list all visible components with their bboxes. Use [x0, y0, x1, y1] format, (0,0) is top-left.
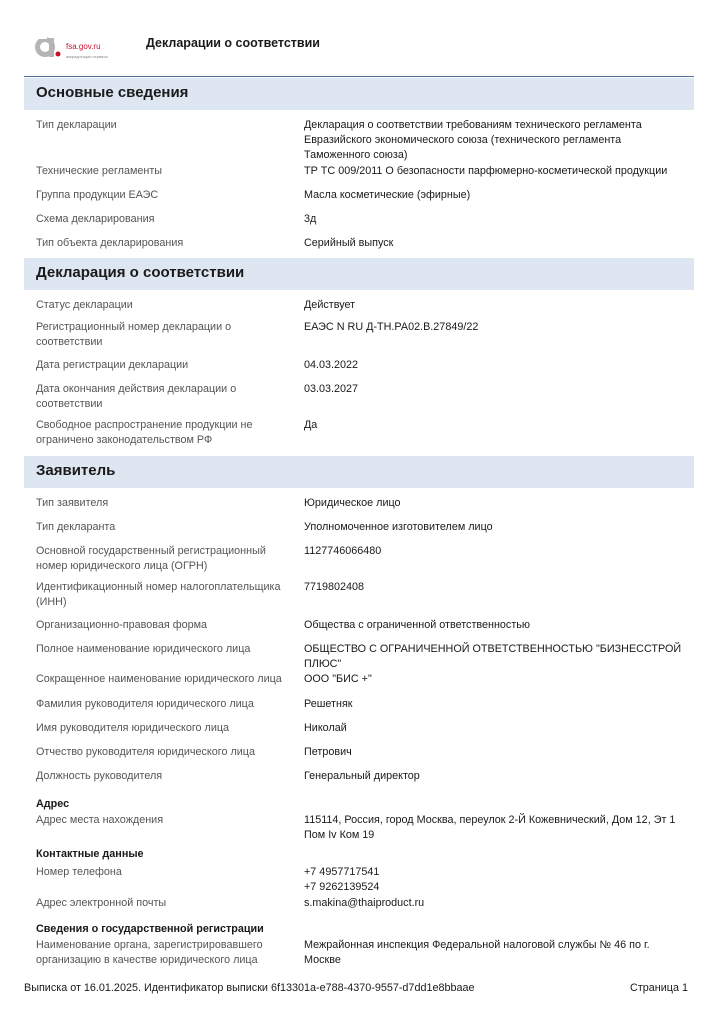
field-label: Технические регламенты [36, 165, 163, 177]
field-value: 3д [304, 213, 317, 225]
field-label: Наименование органа, зарегистрировавшего организацию в качестве юридического лица [36, 939, 263, 966]
logo-name: fsa.gov.ru [66, 42, 101, 51]
field-row [24, 520, 694, 544]
field-row [24, 236, 694, 258]
address-heading: Адрес [36, 798, 70, 810]
field-label: Группа продукции ЕАЭС [36, 189, 159, 201]
field-label: Схема декларирования [36, 213, 155, 225]
field-row [24, 865, 694, 896]
page-title: Декларации о соответствии [146, 36, 320, 50]
field-value: Общества с ограниченной ответственностью [304, 619, 531, 631]
field-row [24, 938, 694, 972]
field-value: ТР ТС 009/2011 О безопасности парфюмерно-косметической продукции [304, 165, 668, 177]
field-value: ОБЩЕСТВО С ОГРАНИЧЕННОЙ ОТВЕТСТВЕННОСТЬЮ "БИЗНЕССТРОЙ ПЛЮС" [304, 643, 682, 670]
field-value: 04.03.2022 [304, 359, 359, 371]
contacts-heading: Контактные данные [36, 848, 144, 860]
field-label: Номер телефона [36, 866, 122, 878]
field-label: Фамилия руководителя юридического лица [36, 698, 254, 710]
field-row [24, 320, 694, 358]
field-value: 1127746066480 [304, 545, 382, 557]
field-value: Николай [304, 722, 347, 734]
section-basic-title: Основные сведения [24, 78, 694, 110]
field-label: Должность руководителя [36, 770, 163, 782]
field-row [24, 697, 694, 721]
page-header [30, 28, 700, 68]
field-value: Серийный выпуск [304, 237, 394, 249]
field-value: Решетняк [304, 698, 353, 710]
field-row [24, 580, 694, 618]
field-row [24, 418, 694, 456]
field-label: Полное наименование юридического лица [36, 643, 251, 655]
field-value: 03.03.2027 [304, 383, 359, 395]
field-label: Организационно-правовая форма [36, 619, 208, 631]
field-value: 7719802408 [304, 581, 365, 593]
field-row [24, 642, 694, 672]
field-row [24, 188, 694, 212]
field-row [24, 769, 694, 797]
field-label: Тип декларанта [36, 521, 116, 533]
field-label: Свободное распространение продукции не ограничено законодательством РФ [36, 419, 253, 446]
field-row [24, 164, 694, 188]
field-row [24, 298, 694, 320]
section-declaration-title: Декларация о соответствии [24, 258, 694, 290]
field-value: ООО "БИС +" [304, 673, 372, 685]
field-value: Масла косметические (эфирные) [304, 189, 471, 201]
field-value: ЕАЭС N RU Д-TH.РА02.В.27849/22 [304, 321, 479, 333]
field-value: 115114, Россия, город Москва, переулок 2-Й Кожевнический, Дом 12, Эт 1 Пом Iv Ком 19 [304, 814, 676, 841]
field-label: Тип заявителя [36, 497, 109, 509]
field-value: Декларация о соответствии требованиям технического регламента Евразийского экономического союза (технического регламента Таможенного союза) [304, 119, 642, 161]
field-label: Тип объекта декларирования [36, 237, 184, 249]
field-value: Петрович [304, 746, 352, 758]
field-label: Тип декларации [36, 119, 117, 131]
section-applicant-title: Заявитель [24, 456, 694, 488]
fsa-logo[interactable] [30, 28, 140, 64]
field-label: Статус декларации [36, 299, 133, 311]
phone-number: +7 4957717541 [304, 866, 380, 878]
field-value: Юридическое лицо [304, 497, 401, 509]
field-row [24, 672, 694, 697]
field-row [24, 618, 694, 642]
field-label: Дата окончания действия декларации о соответствии [36, 383, 237, 410]
field-value: Генеральный директор [304, 770, 420, 782]
fsa-logo-icon [32, 32, 62, 60]
field-label: Основной государственный регистрационный номер юридического лица (ОГРН) [36, 545, 266, 572]
document-content [24, 78, 694, 972]
page-number: Страница 1 [630, 982, 688, 994]
field-value [292, 865, 694, 896]
field-label: Идентификационный номер налогоплательщика (ИНН) [36, 581, 281, 608]
field-label: Адрес электронной почты [36, 897, 167, 909]
phone-number: +7 9262139524 [304, 881, 380, 893]
field-row [24, 813, 694, 847]
field-value: Действует [304, 299, 356, 311]
field-row [24, 721, 694, 745]
field-label: Дата регистрации декларации [36, 359, 189, 371]
field-label: Отчество руководителя юридического лица [36, 746, 255, 758]
field-row [24, 544, 694, 580]
field-value: Межрайонная инспекция Федеральной налоговой службы № 46 по г. Москве [304, 939, 650, 966]
field-row [24, 118, 694, 164]
registration-heading: Сведения о государственной регистрации [36, 923, 264, 935]
field-value: Да [304, 419, 318, 431]
page-footer [24, 982, 688, 994]
field-row [24, 382, 694, 418]
logo-subtext: аккредитация сервисы [66, 54, 109, 59]
field-label: Имя руководителя юридического лица [36, 722, 230, 734]
field-row [24, 358, 694, 382]
field-row [24, 496, 694, 520]
field-row [24, 745, 694, 769]
field-label: Адрес места нахождения [36, 814, 164, 826]
field-label: Регистрационный номер декларации о соответствии [36, 321, 232, 348]
field-row [24, 212, 694, 236]
field-label: Сокращенное наименование юридического лица [36, 673, 282, 685]
field-value: Уполномоченное изготовителем лицо [304, 521, 493, 533]
field-row [24, 896, 694, 922]
header-divider [24, 76, 694, 77]
email-value: s.makina@thaiproduct.ru [304, 897, 425, 909]
extract-info: Выписка от 16.01.2025. Идентификатор выписки 6f13301a-e788-4370-9557-d7dd1e8bbaae [24, 982, 475, 994]
